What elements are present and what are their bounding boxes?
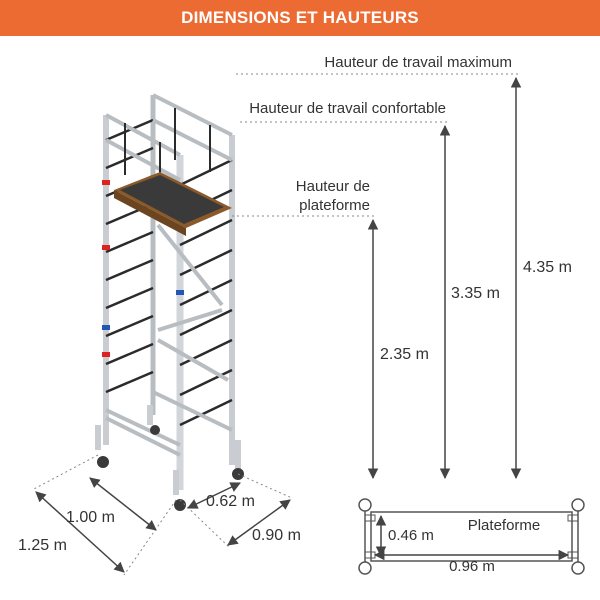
length-2-arrow [36, 492, 124, 572]
comfort-work-height-label: Hauteur de travail confortable [249, 100, 446, 117]
platform-width-value: 0.46 m [388, 527, 434, 544]
width-2-value: 0.90 m [252, 527, 301, 544]
platform-height-label-line2: plateforme [299, 197, 370, 214]
platform-height-value: 2.35 m [380, 346, 429, 363]
page-title: DIMENSIONS ET HAUTEURS [0, 0, 600, 36]
scaffold-illustration [97, 95, 244, 511]
max-work-height-label: Hauteur de travail maximum [324, 54, 512, 71]
length-1-value: 1.00 m [66, 509, 115, 526]
platform-label: Plateforme [467, 517, 541, 534]
height-leader-lines [232, 74, 520, 216]
platform-length-value: 0.96 m [449, 558, 495, 575]
platform-height-label-line1: Hauteur de [295, 178, 370, 195]
width-1-value: 0.62 m [206, 493, 255, 510]
comfort-height-value: 3.35 m [451, 285, 500, 302]
length-2-value: 1.25 m [18, 537, 67, 554]
max-height-value: 4.35 m [523, 259, 572, 276]
